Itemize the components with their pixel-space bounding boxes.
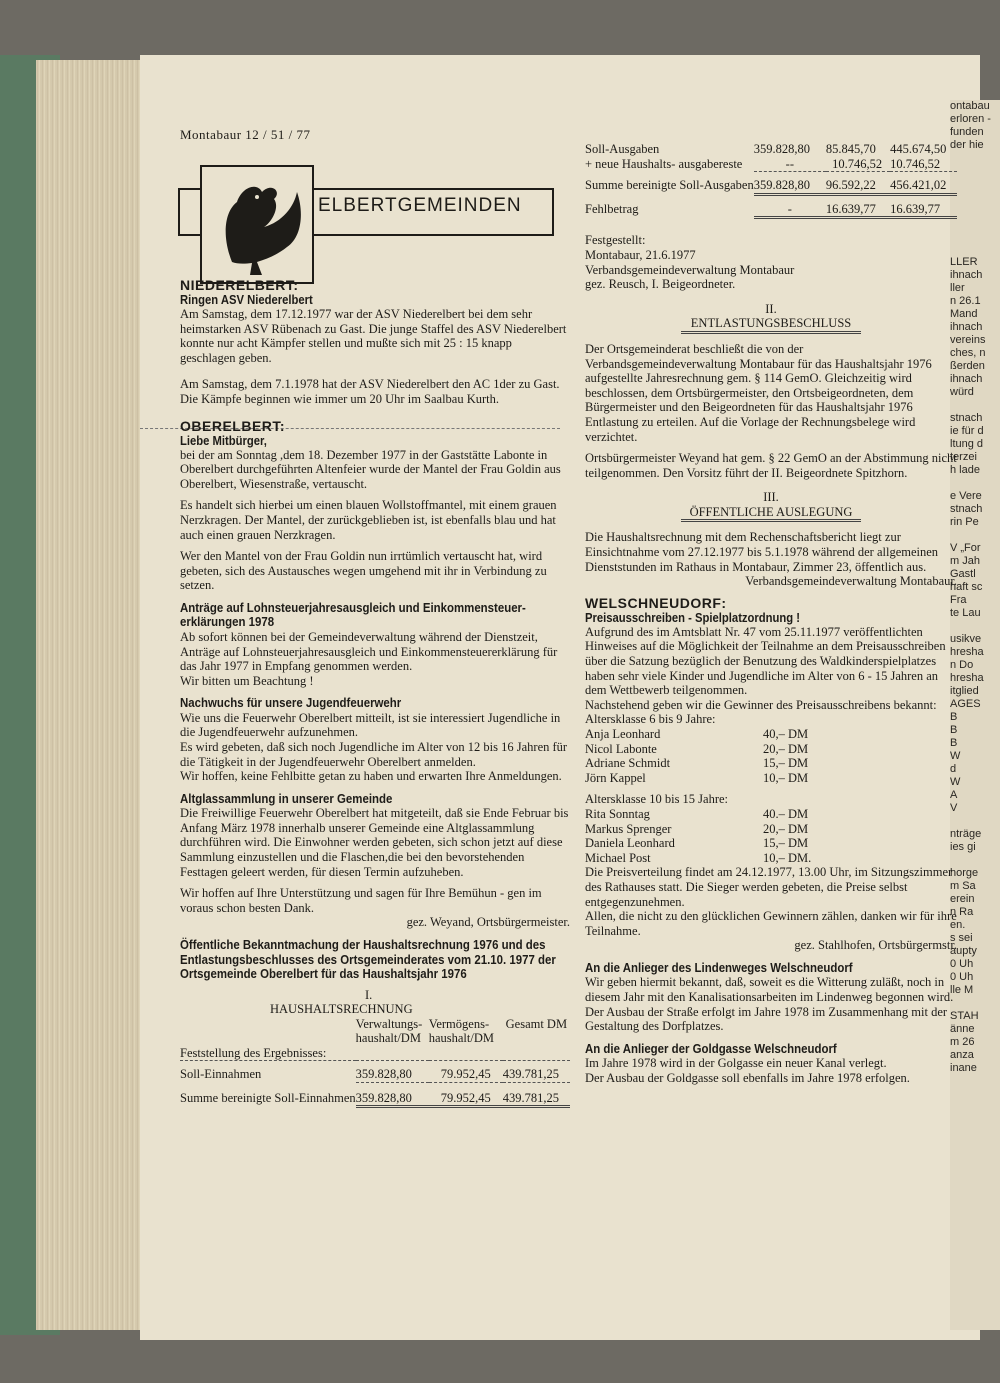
bleed-line: n Ra (950, 906, 974, 918)
winner-row (585, 727, 957, 742)
oberelbert-p3: Wer den Mantel von der Frau Goldin nun irrtümlich vertauscht hat, wird gebeten, sich des Austausches wegen umgehend mit ihr in Verbindung zu setzen. (180, 549, 547, 593)
bleed-line: W (950, 776, 961, 788)
nachwuchs-p2: Es wird gebeten, daß sich noch Jugendliche im Alter von 12 bis 16 Jahren für die Tätigkeit in der Jugendfeuerwehr Oberelbert anmelden. (180, 739, 568, 769)
winner-row (585, 756, 957, 771)
niederelbert-p2: Am Samstag, dem 7.1.1978 hat der ASV Niederelbert den AC 1der zu Gast. Die Kämpfe beginnen wie immer um 20 Uhr im Saalbau Kurth. (180, 377, 560, 406)
col-header-gesamt: Gesamt DM (505, 1016, 568, 1031)
adjacent-page-bleed (950, 100, 1000, 1330)
festgestellt-sign: gez. Reusch, I. Beigeordneter. (585, 277, 736, 292)
bleed-line: änne (950, 1023, 975, 1035)
bleed-line: B (950, 711, 958, 723)
gold-p1: Im Jahre 1978 wird in der Golgasse ein neuer Kanal verlegt. (585, 1056, 887, 1071)
winner-name: Anja Leonhard (585, 727, 661, 741)
winner-row (585, 742, 957, 757)
winner-name: Nicol Labonte (585, 741, 657, 756)
section-title: ELBERTGEMEINDEN (318, 195, 522, 216)
winner-row (585, 822, 957, 837)
welschneudorf-subheading: Preisausschreiben - Spielplatzordnung ! (585, 610, 801, 625)
bleed-line: terzei (950, 451, 977, 463)
winner-prize: 20,– DM (763, 741, 809, 756)
bleed-line: der hie (950, 139, 984, 151)
bleed-line: ihnach (950, 321, 983, 333)
bleed-line: STAH (950, 1010, 979, 1022)
issue-header: Montabaur 12 / 51 / 77 (180, 127, 311, 142)
bleed-line: n 26.1 (950, 295, 981, 307)
gold-p2: Der Ausbau der Goldgasse soll ebenfalls im Jahre 1978 erfolgen. (585, 1070, 910, 1085)
bleed-line (950, 815, 1000, 828)
niederelbert-heading: NIEDERELBERT: (180, 277, 299, 293)
auslegung-title: ÖFFENTLICHE AUSLEGUNG (689, 504, 853, 519)
bleed-line: lle M (950, 984, 974, 996)
table-row: Soll-Einnahmen 359.828,80 79.952,45 439.781,25 (180, 1067, 559, 1082)
winner-prize: 40.– DM (763, 806, 809, 821)
roman-ii: II. (765, 301, 777, 316)
bleed-line: e Vere (950, 490, 982, 502)
col-header-vermoegen: Vermögens- haushalt/DM (428, 1016, 494, 1046)
niederelbert-p1: Am Samstag, dem 17.12.1977 war der ASV Niederelbert bei dem sehr heimstarken ASV Rübenach zu Gast. Die junge Staffel des ASV Niederelbert konnte nur acht Kämpfer stellen und mußte sich mit 25 : 15 knapp geschlagen geben. (180, 307, 567, 365)
welschneudorf-heading: WELSCHNEUDORF: (585, 594, 727, 611)
bleed-line: ies gi (950, 841, 976, 853)
antraege-p1: Ab sofort können bei der Gemeindeverwaltung während der Dienstzeit, Anträge auf Lohnsteuerjahresausgleich und Einkommensteuererklärung für das Jahr 1977 in Empfang genommen werden. (180, 629, 558, 674)
table-row: Soll-Ausgaben 359.828,80 85.845,70 445.674,50 (585, 142, 947, 156)
ausgaben-table (585, 142, 957, 229)
festgestellt-place: Montabaur, 21.6.1977 (585, 247, 696, 262)
table-row: Fehlbetrag - 16.639,77 16.639,77 (585, 201, 941, 216)
winner-prize: 40,– DM (763, 727, 809, 741)
bleed-line: B (950, 724, 958, 736)
auslegung-sign: Verbandsgemeindeverwaltung Montabaur. (745, 574, 957, 589)
bleed-line: n Do (950, 659, 974, 671)
bleed-line: ie für d (950, 425, 984, 437)
welschneudorf-p3: Die Preisverteilung findet am 24.12.1977, 13.00 Uhr, im Sitzungszimmer des Rathauses statt. Die Sieger werden gebeten, die Preise selbst entgegenzunehmen. (585, 865, 953, 909)
bleed-line: A (950, 789, 958, 801)
oberelbert-heading: OBERELBERT: (180, 417, 286, 434)
oberelbert-p1: bei der am Sonntag ,dem 18. Dezember 1977 in der Gaststätte Labonte in Oberelbert durchgeführten Altenfeier wurde der Mantel der Frau Goldin aus Oberelbert, Wiesenstraße, vertauscht. (180, 447, 561, 491)
winner-prize: 15,– DM (763, 836, 809, 851)
bleed-line (950, 997, 1000, 1010)
welschneudorf-p4: Allen, die nicht zu den glücklichen Gewinnern zählen, danken wir für ihre Teilnahme. (585, 909, 957, 938)
bleed-line: rin Pe (950, 516, 979, 528)
bleed-line: ltung d (950, 438, 984, 450)
nachwuchs-p3: Wir hoffen, keine Fehlbitte getan zu haben und erwarten Ihre Anmeldungen. (180, 769, 562, 784)
bleed-line: Fra (950, 594, 967, 606)
bleed-line: haft sc (950, 581, 983, 593)
winner-name: Jörn Kappel (585, 770, 646, 785)
antraege-p2: Wir bitten um Beachtung ! (180, 673, 314, 688)
bekanntmachung-heading: Öffentliche Bekanntmachung der Haushaltsrechnung 1976 und des Entlastungsbeschlusses des Ortsgemeinderates vom 21.10. 1977 der Ortsgemeinde Oberelbert für das Haushaltsjahr 1976 (180, 937, 556, 981)
altglas-sign: gez. Weyand, Ortsbürgermeister. (406, 915, 570, 930)
bleed-line: V (950, 802, 958, 814)
winners-list-2 (585, 807, 957, 865)
bleed-line: erein (950, 893, 975, 905)
bleed-line: 0 Uh (950, 971, 974, 983)
niederelbert-subheading: Ringen ASV Niederelbert (180, 293, 313, 307)
auslegung-p1: Die Haushaltsrechnung mit dem Rechenschaftsbericht liegt zur Einsichtnahme vom 27.12.1977 bis 5.1.1978 während der allgemeinen Dienststunden im Rathaus in Montabaur, Zimmer 23, öffentlich aus. (585, 530, 939, 574)
entlastung-p2: Ortsbürgermeister Weyand hat gem. § 22 GemO an der Abstimmung nicht teilgenommen. Den Vorsitz führt der II. Beigeordnete Spitzhorn. (585, 451, 957, 480)
nachwuchs-heading: Nachwuchs für unsere Jugendfeuerwehr (180, 695, 402, 711)
col-header-verwaltung: Verwaltungs- haushalt/DM (355, 1016, 423, 1046)
winner-name: Adriane Schmidt (585, 756, 671, 771)
entlastung-p1: Der Ortsgemeinderat beschließt die von der Verbandsgemeindeverwaltung Montabaur für das Haushaltsjahr 1976 aufgestellte Jahresrechnung gem. § 114 GemO. Gleichzeitig wird beschlossen, dem Ortsbürgermeister, den Ortsbeigeordneten, dem Bürgermeister und den Beigeordneten für das Haushaltsjahr 1976 Entlastung zu erteilen. Auf die Vorlage der Rechnungsbelege wird verzichtet. (585, 341, 932, 444)
roman-i: I. (365, 987, 373, 1002)
welschneudorf-p1: Aufgrund des im Amtsblatt Nr. 47 vom 25.11.1977 veröffentlichten Hinweises auf die Möglichkeit der Teilnahme an dem Preisausschreiben über die Satzung bezüglich der Benutzung des Waldkinderspielplatzes haben sehr viele Kinder und Jugendliche im Alter von 6 - 15 Jahren an dem Wettbewerb teilgenommen. (585, 624, 946, 698)
winner-row (585, 851, 957, 866)
bleed-line (950, 854, 1000, 867)
bleed-line (950, 178, 1000, 191)
bleed-line: ches, n (950, 347, 986, 359)
bleed-line: horge (950, 867, 979, 879)
table-row: Summe bereinigte Soll-Einnahmen 359.828,80 79.952,45 439.781,25 (180, 1090, 559, 1105)
bleed-line: würd (950, 386, 974, 398)
bleed-line (950, 204, 1000, 217)
haushalt-table (180, 1017, 570, 1112)
table-row: Summe bereinigte Soll-Ausgaben 359.828,80 96.592,22 456.421,02 (585, 178, 947, 193)
bleed-line: h lade (950, 464, 980, 476)
bleed-line: m 26 (950, 1036, 975, 1048)
bleed-line: nträge (950, 828, 982, 840)
bleed-line: itglied (950, 685, 979, 697)
altglas-heading: Altglassammlung in unserer Gemeinde (180, 790, 393, 806)
bleed-line: ihnach (950, 269, 983, 281)
bleed-line (950, 152, 1000, 165)
winner-row (585, 836, 957, 851)
bleed-line: erloren - (950, 113, 991, 125)
table-row: + neue Haushalts- ausgabereste -- 10.746,52 10.746,52 (585, 156, 941, 171)
oberelbert-subheading: Liebe Mitbürger, (180, 433, 267, 448)
bleed-line: ihnach (950, 373, 983, 385)
bleed-line: stnach (950, 412, 983, 424)
bleed-line (950, 230, 1000, 243)
bleed-line (950, 477, 1000, 490)
winner-prize: 10,– DM (763, 770, 809, 785)
altglas-p2: Wir hoffen auf Ihre Unterstützung und sagen für Ihre Bemühun - gen im voraus schon besten Dank. (180, 886, 542, 915)
left-column (180, 278, 570, 1112)
bleed-line: V „For (950, 542, 981, 554)
bleed-line: W (950, 750, 961, 762)
oberelbert-p2: Es handelt sich hierbei um einen blauen Wollstoffmantel, mit einem grauen Nerzkragen. Der Mantel, der zurückgeblieben ist, ist ebenfalls blau und hat auch einen grauen Nerzkragen. (180, 498, 557, 542)
bleed-line: stnach (950, 503, 983, 515)
haushaltsrechnung-title: HAUSHALTSRECHNUNG (270, 1002, 413, 1017)
linden-p1: Wir geben hiermit bekannt, daß, soweit es die Witterung zuläßt, noch in diesem Jahr mit den Kanalisationsarbeiten im Lindenweg begonnen wird. (585, 975, 954, 1004)
winner-prize: 20,– DM (763, 821, 809, 836)
welschneudorf-sign: gez. Stahlhofen, Ortsbürgermstr. (794, 938, 957, 953)
bleed-line: inane (950, 1062, 977, 1074)
bleed-line (950, 165, 1000, 178)
winner-prize: 15,– DM (763, 756, 809, 771)
roman-iii: III. (763, 490, 779, 505)
winner-name: Michael Post (585, 850, 651, 865)
entlastung-title: ENTLASTUNGSBESCHLUSS (690, 316, 852, 331)
bleed-line: ßerden (950, 360, 985, 372)
bleed-line: en. (950, 919, 966, 931)
bleed-line (950, 529, 1000, 542)
bleed-line: LLER (950, 256, 978, 268)
nachwuchs-p1: Wie uns die Feuerwehr Oberelbert mitteilt, ist sie interessiert Jugendliche in die Jugendfeuerwehr aufzunehmen. (180, 710, 561, 740)
group1-label: Altersklasse 6 bis 9 Jahre: (585, 712, 716, 727)
bleed-line: B (950, 737, 958, 749)
bleed-line: aupty (950, 945, 977, 957)
page-edges (36, 60, 146, 1330)
festgestellt: Festgestellt: (585, 233, 646, 248)
bleed-line: funden (950, 126, 984, 138)
altglas-p1: Die Freiwillige Feuerwehr Oberelbert hat mitgeteilt, daß sie Ende Februar bis Anfang März 1978 innerhalb unserer Gemeinde eine Altglassammlung durchführen wird. Die Einwohner werden gebeten, sich schon jetzt auf diese Sammlung einzustellen und die Flaschen,die bei den bevorstehenden Festtagen geleert werden, für diesen Termin aufzuheben. (180, 806, 569, 879)
bleed-line (950, 191, 1000, 204)
welschneudorf-p2: Nachstehend geben wir die Gewinner des Preisausschreibens bekannt: (585, 697, 937, 712)
winner-name: Rita Sonntag (585, 806, 650, 821)
linden-heading: An die Anlieger des Lindenweges Welschneudorf (585, 959, 853, 975)
festgestellt-verband: Verbandsgemeindeverwaltung Montabaur (585, 262, 795, 277)
bleed-line: m Sa (950, 880, 976, 892)
bleed-line: Mand (950, 308, 978, 320)
antraege-heading: Anträge auf Lohnsteuerjahresausgleich und Einkommensteuer-erklärungen 1978 (180, 599, 526, 630)
bleed-line: hresha (950, 672, 984, 684)
bleed-line (950, 620, 1000, 633)
linden-p2: Der Ausbau der Straße erfolgt im Jahre 1978 im Zusammenhang mit der Gestaltung des Dorfplatzes. (585, 1004, 948, 1034)
winners-list-1 (585, 727, 957, 785)
winner-prize: 10,– DM. (763, 850, 812, 865)
right-column (585, 142, 957, 1085)
bleed-line: usikve (950, 633, 982, 645)
bleed-line: ontabau (950, 100, 990, 112)
bleed-line: m Jah (950, 555, 980, 567)
winner-row (585, 771, 957, 786)
bleed-line (950, 217, 1000, 230)
winner-name: Markus Sprenger (585, 821, 672, 836)
winner-row (585, 807, 957, 822)
winner-name: Daniela Leonhard (585, 836, 675, 851)
bleed-line: hresha (950, 646, 984, 658)
bleed-line: anza (950, 1049, 974, 1061)
gold-heading: An die Anlieger der Goldgasse Welschneudorf (585, 1040, 837, 1056)
bleed-line: d (950, 763, 957, 775)
bleed-line: te Lau (950, 607, 981, 619)
bleed-line: s sei (950, 932, 973, 944)
bleed-line: AGES (950, 698, 981, 710)
bleed-line (950, 243, 1000, 256)
rooster-icon (200, 165, 314, 284)
bleed-line: vereins (950, 334, 986, 346)
group2-label: Altersklasse 10 bis 15 Jahre: (585, 792, 729, 807)
bleed-line: ller (950, 282, 965, 294)
bleed-line (950, 399, 1000, 412)
row-feststellung: Feststellung des Ergebnisses: (180, 1045, 327, 1060)
bleed-line: 0 Uh (950, 958, 974, 970)
bleed-line: Gastl (950, 568, 976, 580)
